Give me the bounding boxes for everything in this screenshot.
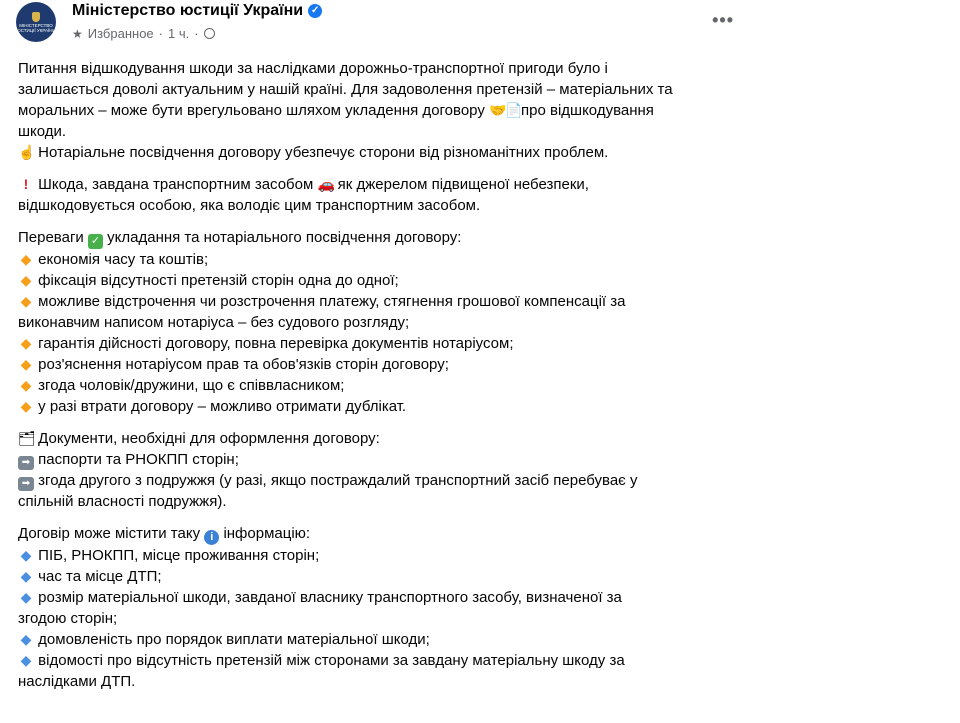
info-paragraph (18, 523, 758, 692)
text-segment: про відшкодування (521, 102, 654, 119)
right-arrow-icon: ➡ (18, 456, 34, 470)
handshake-icon: 🤝 (489, 102, 507, 118)
page-name-row (72, 2, 322, 20)
text-line (18, 428, 758, 449)
document-icon: 📄 (505, 102, 523, 118)
list-item-text: ПІБ, РНОКПП, місце проживання сторін; (38, 547, 320, 564)
orange-diamond-icon: ◆ (20, 251, 32, 267)
blue-diamond-icon: ◆ (20, 547, 32, 563)
text-segment: Нотаріальне посвідчення договору убезпечує сторони від різноманітних проблем. (38, 144, 609, 161)
verified-badge-icon: ✓ (308, 4, 322, 18)
favorites-label[interactable]: Избранное (87, 26, 154, 41)
meta-separator: · (158, 26, 163, 41)
list-item-text: у разі втрати договору – можливо отримати дублікат. (38, 398, 407, 415)
text-line: спільній власності подружжя). (18, 493, 227, 510)
text-line: залишається доволі актуальним у нашій країні. Для задоволення претензій – матеріальних та (18, 81, 673, 98)
text-segment: як джерелом підвищеної небезпеки, (337, 176, 589, 193)
coat-of-arms-icon (32, 12, 40, 22)
list-item-text: згода другого з подружжя (у разі, якщо постраждалий транспортний засіб перебуває у (38, 472, 638, 489)
pointing-finger-icon: ☝ (18, 144, 36, 160)
list-item (18, 587, 758, 608)
post-header (0, 0, 960, 58)
blue-diamond-icon: ◆ (20, 631, 32, 647)
right-arrow-icon: ➡ (18, 477, 34, 491)
list-item (18, 650, 758, 671)
blue-diamond-icon: ◆ (20, 589, 32, 605)
post-body (18, 58, 758, 703)
list-item-text: згода чоловік/дружини, що є співвласником; (38, 377, 345, 394)
text-line: відшкодовується особою, яка володіє цим транспортним засобом. (18, 197, 481, 214)
text-line (18, 142, 758, 163)
car-icon: 🚗 (317, 176, 335, 192)
more-options-button[interactable]: ••• (712, 10, 734, 30)
list-item-text: розмір матеріальної шкоди, завданої власнику транспортного засобу, визначеної за (38, 589, 622, 606)
avatar-text: МІНІСТЕРСТВО ЮСТИЦІЇ УКРАЇНИ (16, 22, 56, 33)
list-item (18, 629, 758, 650)
list-item (18, 249, 758, 270)
text-segment: Договір може містити таку (18, 525, 201, 542)
post-meta (72, 26, 215, 41)
list-item (18, 470, 758, 491)
text-segment: моральних – може бути врегульовано шляхом укладення договору (18, 102, 485, 119)
list-item-text: відомості про відсутність претензій між сторонами за завдану матеріальну шкоду за (38, 652, 625, 669)
list-item-text: домовленість про порядок виплати матеріальної шкоди; (38, 631, 430, 648)
list-item-text: можливе відстрочення чи розстрочення платежу, стягнення грошової компенсації за (38, 293, 626, 310)
list-item-text: час та місце ДТП; (38, 568, 162, 585)
list-item (18, 354, 758, 375)
favorites-icon: ★ (72, 26, 83, 41)
orange-diamond-icon: ◆ (20, 293, 32, 309)
text-line: наслідками ДТП. (18, 673, 136, 690)
documents-paragraph (18, 428, 758, 512)
text-line: згодою сторін; (18, 610, 118, 627)
text-line (18, 227, 758, 249)
text-segment: Шкода, завдана транспортним засобом (38, 176, 314, 193)
list-item-text: роз'яснення нотаріусом прав та обов'язків сторін договору; (38, 356, 449, 373)
folder-icon: 🗂 (18, 430, 36, 446)
text-segment: укладання та нотаріального посвідчення договору: (107, 229, 462, 246)
text-line (18, 523, 758, 545)
orange-diamond-icon: ◆ (20, 398, 32, 414)
text-line: Питання відшкодування шкоди за наслідками дорожньо-транспортної пригоди було і (18, 60, 608, 77)
blue-diamond-icon: ◆ (20, 568, 32, 584)
intro-paragraph (18, 58, 758, 163)
list-item-text: економія часу та коштів; (38, 251, 209, 268)
info-icon: i (204, 530, 219, 545)
text-segment: Переваги (18, 229, 84, 246)
page-name[interactable]: Міністерство юстиції України (72, 2, 304, 19)
list-item-text: фіксація відсутності претензій сторін одна до одної; (38, 272, 399, 289)
list-item (18, 566, 758, 587)
exclamation-icon: ! (23, 176, 29, 192)
post-time[interactable]: 1 ч. (168, 26, 190, 41)
list-item-text: паспорти та РНОКПП сторін; (38, 451, 239, 468)
list-item (18, 449, 758, 470)
orange-diamond-icon: ◆ (20, 377, 32, 393)
damage-paragraph (18, 174, 758, 216)
list-item (18, 270, 758, 291)
page-avatar[interactable] (16, 2, 56, 42)
meta-separator: · (194, 26, 199, 41)
list-item (18, 291, 758, 312)
public-globe-icon[interactable] (204, 28, 215, 39)
list-item (18, 333, 758, 354)
check-mark-icon: ✓ (88, 234, 103, 249)
text-segment: Документи, необхідні для оформлення договору: (38, 430, 380, 447)
text-line (18, 174, 758, 195)
text-line: шкоди. (18, 123, 67, 140)
text-segment: інформацію: (223, 525, 311, 542)
orange-diamond-icon: ◆ (20, 356, 32, 372)
list-item (18, 396, 758, 417)
blue-diamond-icon: ◆ (20, 652, 32, 668)
list-item-text: гарантія дійсності договору, повна перевірка документів нотаріусом; (38, 335, 514, 352)
text-line: виконавчим написом нотаріуса – без судового розгляду; (18, 314, 410, 331)
orange-diamond-icon: ◆ (20, 272, 32, 288)
advantages-paragraph (18, 227, 758, 417)
orange-diamond-icon: ◆ (20, 335, 32, 351)
text-line (18, 100, 758, 121)
list-item (18, 545, 758, 566)
list-item (18, 375, 758, 396)
